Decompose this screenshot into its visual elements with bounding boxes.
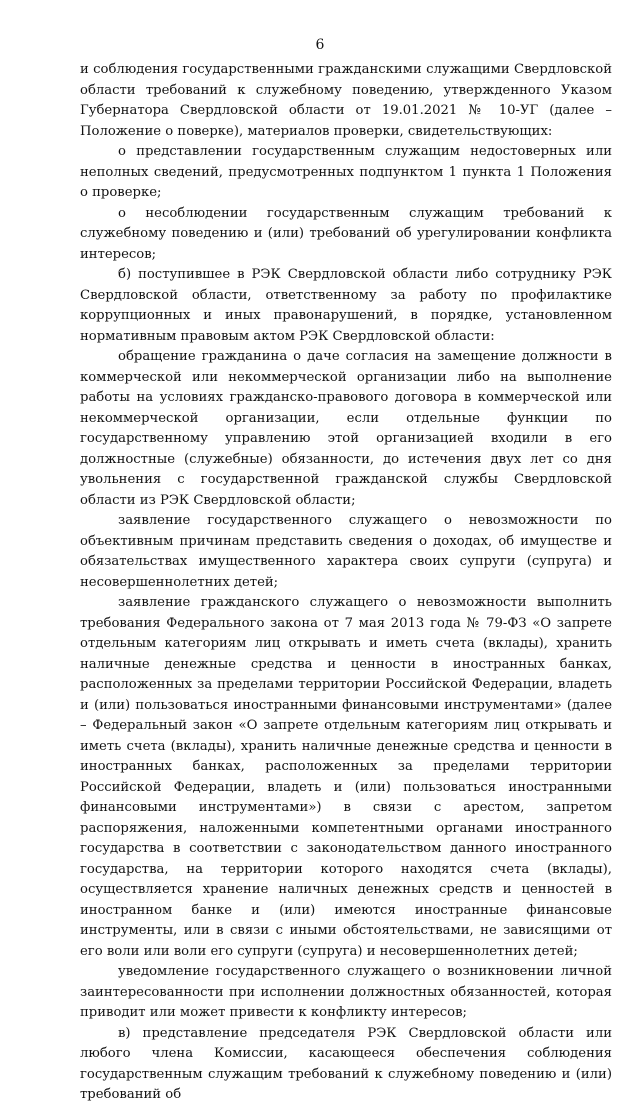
paragraph-income-statement: заявление государственного служащего о невозможности по объективным причинам представить сведения о доходах, об имуществе и обязательствах имущественного характера своих супруги (супруга) и несовершеннолетних детей;: [80, 513, 612, 590]
paragraph-conflict-notice: уведомление государственного служащего о возникновении личной заинтересованности при исполнении должностных обязанностей, которая приводит или может привести к конфликту интересов;: [80, 964, 612, 1020]
paragraph-item-v: в) представление председателя РЭК Свердловской области или любого члена Комиссии, касающееся обеспечения соблюдения государственным служащим требований к служебному поведению и (или) требований об: [80, 1025, 612, 1102]
document-body: [80, 60, 612, 1106]
paragraph-intro: и соблюдения государственными гражданскими служащими Свердловской области требований к служебному поведению, утвержденного Указом Губернатора Свердловской области от 19.01.2021 № 10-УГ (далее – Положение о поверке), материалов проверки, свидетельствующих:: [80, 62, 612, 139]
paragraph-unreliable-info: о представлении государственным служащим недостоверных или неполных сведений, предусмотренных подпунктом 1 пункта 1 Положения о проверке;: [80, 144, 612, 200]
paragraph-foreign-accounts: заявление гражданского служащего о невозможности выполнить требования Федерального закона от 7 мая 2013 года № 79-ФЗ «О запрете отдельным категориям лиц открывать и иметь счета (вклады), хранить наличные денежные средства и ценности в иностранных банках, расположенных за пределами территории Российской Федерации, владеть и (или) пользоваться иностранными финансовыми инструментами» (далее – Федеральный закон «О запрете отдельным категориям лиц открывать и иметь счета (вклады), хранить наличные денежные средства и ценности в иностранных банках, расположенных за пределами территории Российской Федерации, владеть и (или) пользоваться иностранными финансовыми инструментами») в связи с арестом, запретом распоряжения, наложенными компетентными органами иностранного государства в соответствии с законодательством данного иностранного государства, на территории которого находятся счета (вклады), осуществляется хранение наличных денежных средств и ценностей в иностранном банке и (или) имеются иностранные финансовые инструменты, или в связи с иными обстоятельствами, не зависящими от его воли или воли его супруги (супруга) и несовершеннолетних детей;: [80, 595, 612, 959]
page-number: 6: [315, 37, 325, 53]
paragraph-citizen-appeal: обращение гражданина о даче согласия на замещение должности в коммерческой или некоммерческой организации либо на выполнение работы на условиях гражданско-правового договора в коммерческой или некоммерческой организации, если отдельные функции по государственному управлению этой организацией входили в его должностные (служебные) обязанности, до истечения двух лет со дня увольнения с государственной гражданской службы Свердловской области из РЭК Свердловской области;: [80, 349, 612, 508]
paragraph-non-compliance: о несоблюдении государственным служащим требований к служебному поведению и (или) требований об урегулировании конфликта интересов;: [80, 205, 612, 262]
paragraph-item-b: б) поступившее в РЭК Свердловской области либо сотруднику РЭК Свердловской области, ответственному за работу по профилактике коррупционных и иных правонарушений, в порядке, установленном нормативным правовым актом РЭК Свердловской области:: [80, 267, 612, 344]
